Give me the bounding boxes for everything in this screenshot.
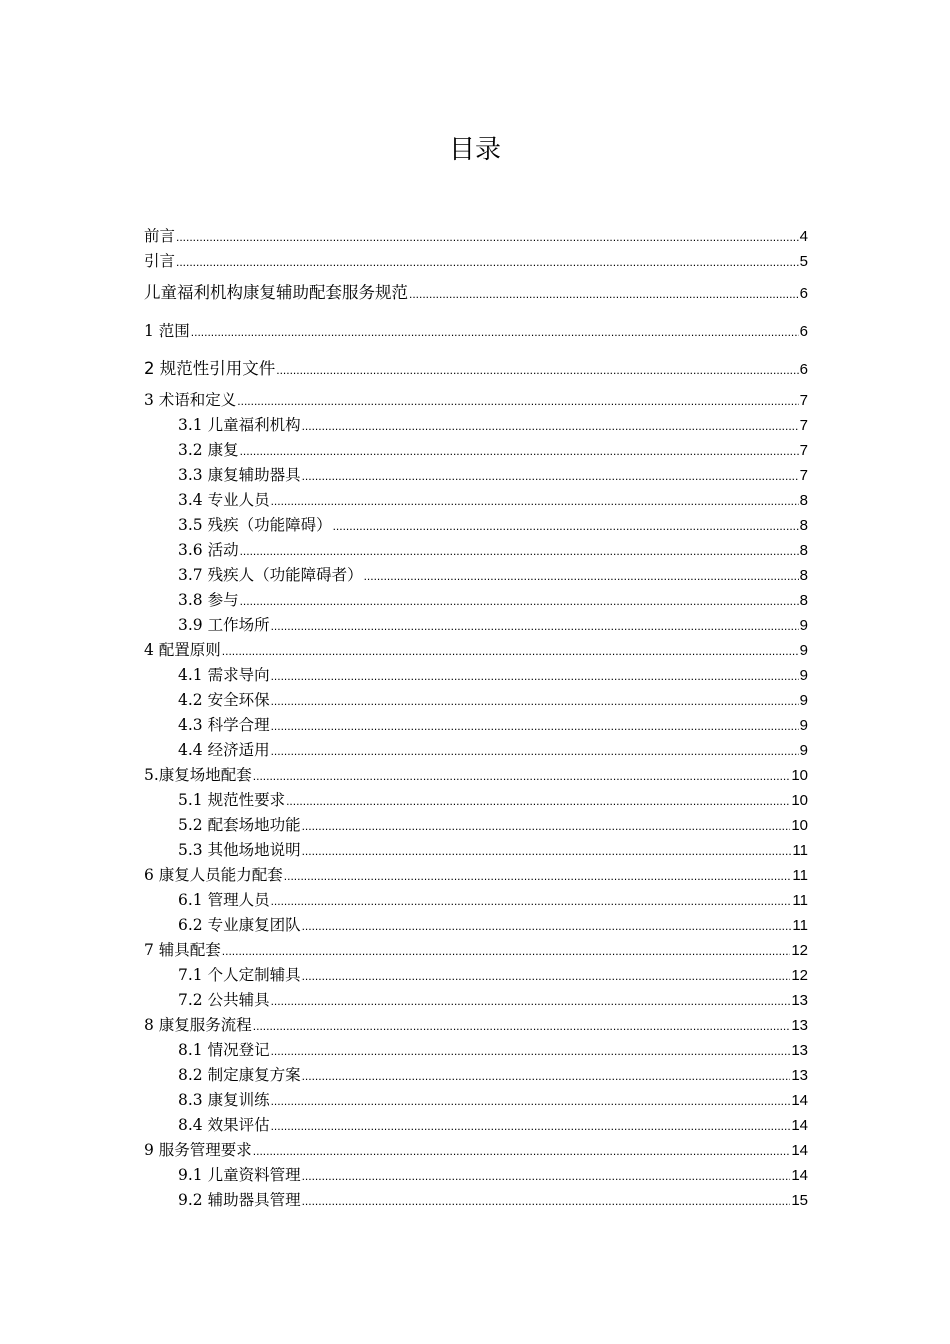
dot-leader	[364, 563, 799, 589]
table-of-contents	[144, 224, 808, 1213]
toc-entry-page-number: 14	[791, 1142, 808, 1159]
dot-leader	[240, 438, 799, 464]
toc-entry-label: 3.6 活动	[178, 541, 239, 559]
toc-entry-label: 3.7 残疾人（功能障碍者）	[178, 566, 363, 584]
toc-entry-page-number: 7	[799, 392, 808, 409]
dot-leader	[271, 738, 799, 764]
toc-entry-label: 5.康复场地配套	[144, 766, 252, 784]
toc-entry[interactable]	[144, 463, 808, 488]
toc-entry-page-number: 13	[791, 992, 808, 1009]
dot-leader	[253, 1138, 791, 1164]
toc-entry-page-number: 4	[799, 228, 808, 245]
toc-entry[interactable]	[144, 938, 808, 963]
toc-entry[interactable]	[144, 312, 808, 350]
toc-entry[interactable]	[144, 913, 808, 938]
toc-entry-label: 5.3 其他场地说明	[178, 841, 301, 859]
toc-entry-page-number: 9	[799, 642, 808, 659]
toc-entry[interactable]	[144, 813, 808, 838]
dot-leader	[271, 663, 799, 689]
toc-entry-label: 3.5 残疾（功能障碍）	[178, 516, 332, 534]
toc-entry-page-number: 6	[799, 323, 808, 340]
toc-entry[interactable]	[144, 663, 808, 688]
toc-entry-label: 4 配置原则	[144, 641, 221, 659]
toc-entry[interactable]	[144, 388, 808, 413]
toc-entry-page-number: 10	[791, 792, 808, 809]
toc-entry-page-number: 9	[799, 667, 808, 684]
toc-entry-label: 3.2 康复	[178, 441, 239, 459]
toc-entry-label: 7 辅具配套	[144, 941, 221, 959]
toc-entry[interactable]	[144, 1038, 808, 1063]
toc-entry-label: 3.8 参与	[178, 591, 239, 609]
toc-entry-label: 7.2 公共辅具	[178, 991, 270, 1009]
dot-leader	[302, 963, 791, 989]
toc-entry[interactable]	[144, 1063, 808, 1088]
toc-entry[interactable]	[144, 224, 808, 249]
toc-entry[interactable]	[144, 963, 808, 988]
toc-entry-page-number: 10	[791, 817, 808, 834]
toc-entry-label: 4.1 需求导向	[178, 666, 270, 684]
toc-entry-page-number: 14	[791, 1117, 808, 1134]
dot-leader	[271, 1113, 791, 1139]
toc-entry-page-number: 8	[799, 492, 808, 509]
toc-entry-label: 8.2 制定康复方案	[178, 1066, 301, 1084]
dot-leader	[240, 538, 799, 564]
toc-entry[interactable]	[144, 1088, 808, 1113]
toc-entry[interactable]	[144, 438, 808, 463]
toc-entry-page-number: 13	[791, 1042, 808, 1059]
toc-entry-page-number: 11	[792, 892, 808, 909]
dot-leader	[271, 1038, 791, 1064]
toc-entry-label: 4.2 安全环保	[178, 691, 270, 709]
toc-entry-page-number: 9	[799, 717, 808, 734]
toc-entry-label: 6.2 专业康复团队	[178, 916, 301, 934]
dot-leader	[271, 713, 799, 739]
toc-entry-label: 5.1 规范性要求	[178, 791, 286, 809]
dot-leader	[302, 1188, 791, 1214]
toc-entry-page-number: 8	[799, 592, 808, 609]
toc-entry-page-number: 11	[792, 917, 808, 934]
toc-entry-page-number: 10	[791, 767, 808, 784]
toc-entry[interactable]	[144, 988, 808, 1013]
toc-entry[interactable]	[144, 738, 808, 763]
toc-entry[interactable]	[144, 713, 808, 738]
toc-entry-page-number: 12	[791, 942, 808, 959]
toc-entry-label: 3 术语和定义	[144, 391, 237, 409]
dot-leader	[253, 763, 791, 789]
toc-entry-label: 9.2 辅助器具管理	[178, 1191, 301, 1209]
toc-entry-page-number: 7	[799, 467, 808, 484]
dot-leader	[271, 488, 799, 514]
toc-entry-label: 3.9 工作场所	[178, 616, 270, 634]
dot-leader	[302, 913, 792, 939]
toc-entry-page-number: 9	[799, 742, 808, 759]
toc-entry-page-number: 15	[791, 1192, 808, 1209]
toc-entry-label: 儿童福利机构康复辅助配套服务规范	[144, 283, 408, 302]
toc-entry[interactable]	[144, 863, 808, 888]
toc-entry-page-number: 7	[799, 417, 808, 434]
dot-leader	[302, 413, 799, 439]
toc-entry-page-number: 8	[799, 567, 808, 584]
dot-leader	[286, 788, 790, 814]
dot-leader	[302, 1063, 791, 1089]
toc-entry-page-number: 11	[792, 867, 808, 884]
toc-entry-page-number: 6	[799, 361, 808, 378]
toc-entry-label: 1 范围	[144, 322, 190, 340]
toc-entry-label: 3.1 儿童福利机构	[178, 416, 301, 434]
dot-leader	[271, 613, 799, 639]
toc-entry-page-number: 11	[792, 842, 808, 859]
toc-entry[interactable]	[144, 763, 808, 788]
toc-entry[interactable]	[144, 538, 808, 563]
dot-leader	[302, 463, 799, 489]
toc-entry-label: 8.3 康复训练	[178, 1091, 270, 1109]
toc-entry-page-number: 6	[799, 285, 808, 302]
toc-entry[interactable]	[144, 888, 808, 913]
toc-entry-label: 9.1 儿童资料管理	[178, 1166, 301, 1184]
toc-entry-label: 3.3 康复辅助器具	[178, 466, 301, 484]
toc-entry-label: 6.1 管理人员	[178, 891, 270, 909]
toc-entry[interactable]	[144, 1138, 808, 1163]
dot-leader	[271, 888, 792, 914]
toc-entry-page-number: 9	[799, 692, 808, 709]
toc-entry[interactable]	[144, 838, 808, 863]
toc-entry-page-number: 8	[799, 517, 808, 534]
toc-entry[interactable]	[144, 513, 808, 538]
dot-leader	[271, 988, 791, 1014]
toc-entry-page-number: 14	[791, 1092, 808, 1109]
dot-leader	[271, 688, 799, 714]
toc-entry[interactable]	[144, 413, 808, 438]
dot-leader	[176, 224, 799, 250]
toc-entry-label: 8 康复服务流程	[144, 1016, 252, 1034]
toc-entry[interactable]	[144, 488, 808, 513]
toc-entry[interactable]	[144, 1013, 808, 1038]
toc-entry[interactable]	[144, 1113, 808, 1138]
toc-entry[interactable]	[144, 688, 808, 713]
dot-leader	[276, 350, 798, 389]
toc-entry[interactable]	[144, 638, 808, 663]
toc-entry-page-number: 5	[799, 253, 808, 270]
toc-entry-label: 5.2 配套场地功能	[178, 816, 301, 834]
toc-entry-label: 2 规范性引用文件	[144, 359, 276, 378]
toc-entry[interactable]	[144, 788, 808, 813]
toc-entry-label: 前言	[144, 227, 176, 245]
toc-entry[interactable]	[144, 249, 808, 274]
toc-entry-label: 8.1 情况登记	[178, 1041, 270, 1059]
toc-entry-label: 9 服务管理要求	[144, 1141, 252, 1159]
toc-entry-label: 4.4 经济适用	[178, 741, 270, 759]
dot-leader	[237, 388, 798, 414]
dot-leader	[240, 588, 799, 614]
page-title: 目录	[448, 135, 501, 165]
toc-entry[interactable]	[144, 588, 808, 613]
toc-entry[interactable]	[144, 563, 808, 588]
dot-leader	[302, 838, 792, 864]
dot-leader	[333, 513, 799, 539]
toc-entry-label: 6 康复人员能力配套	[144, 866, 283, 884]
dot-leader	[222, 638, 799, 664]
toc-entry-page-number: 8	[799, 542, 808, 559]
toc-entry-label: 引言	[144, 252, 176, 270]
toc-entry-label: 3.4 专业人员	[178, 491, 270, 509]
dot-leader	[284, 863, 792, 889]
toc-entry-page-number: 14	[791, 1167, 808, 1184]
toc-entry-page-number: 9	[799, 617, 808, 634]
dot-leader	[302, 813, 791, 839]
toc-entry[interactable]	[144, 1188, 808, 1213]
dot-leader	[302, 1163, 791, 1189]
dot-leader	[176, 249, 799, 275]
toc-entry-page-number: 13	[791, 1017, 808, 1034]
dot-leader	[253, 1013, 791, 1039]
toc-entry[interactable]	[144, 350, 808, 388]
dot-leader	[222, 938, 791, 964]
toc-entry-label: 4.3 科学合理	[178, 716, 270, 734]
toc-entry-page-number: 13	[791, 1067, 808, 1084]
dot-leader	[191, 312, 799, 351]
toc-entry[interactable]	[144, 613, 808, 638]
toc-entry-label: 8.4 效果评估	[178, 1116, 270, 1134]
toc-entry-page-number: 12	[791, 967, 808, 984]
toc-entry-label: 7.1 个人定制辅具	[178, 966, 301, 984]
toc-entry-page-number: 7	[799, 442, 808, 459]
dot-leader	[271, 1088, 791, 1114]
toc-entry[interactable]	[144, 1163, 808, 1188]
dot-leader	[409, 274, 799, 313]
toc-entry[interactable]	[144, 274, 808, 312]
